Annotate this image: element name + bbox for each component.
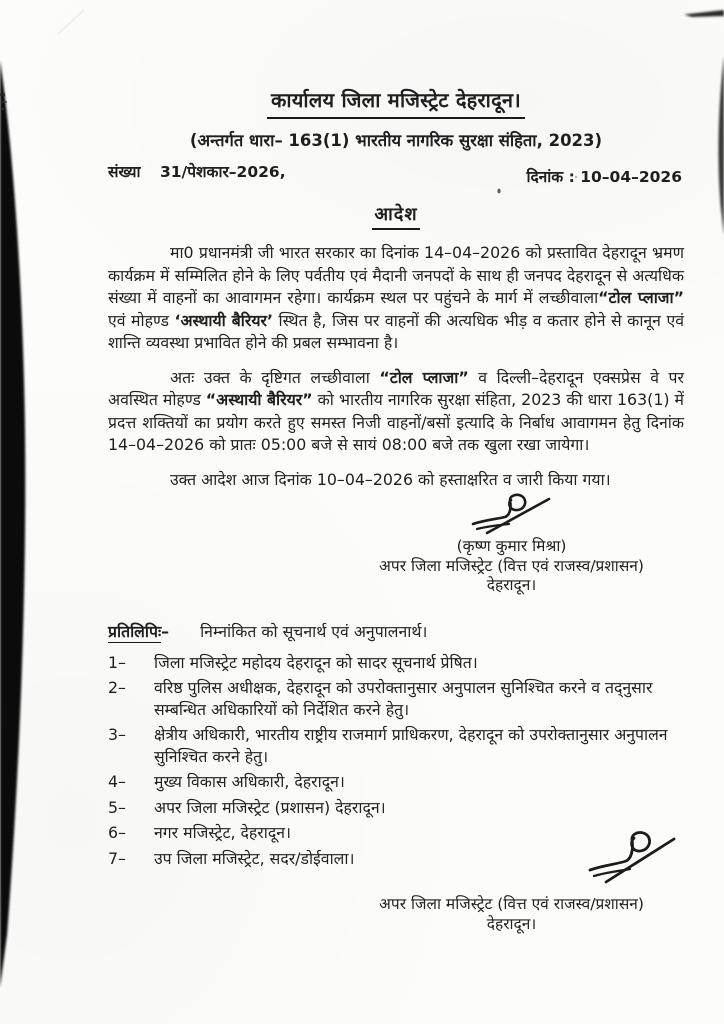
copy-item-text: नगर मजिस्ट्रेट, देहरादून। <box>154 823 291 842</box>
signatory-place: देहरादून। <box>486 576 537 594</box>
paragraph-2 <box>108 367 684 457</box>
copy-item-number: 7– <box>108 848 126 868</box>
copy-item-number: 2– <box>108 678 126 697</box>
signatory-name: (कृष्ण कुमार मिश्रा) <box>456 537 567 555</box>
copies-label <box>108 622 169 643</box>
copy-item <box>108 652 684 674</box>
copies-label-suffix: ः– <box>161 621 170 641</box>
signatory2-place: देहरादून। <box>486 914 537 933</box>
text-run-bold: “अस्थायी बैरियर” <box>205 390 313 409</box>
copy-item <box>108 771 684 793</box>
right-edge-line <box>718 56 724 236</box>
copy-item <box>108 724 684 767</box>
edge-speck <box>1 101 7 103</box>
signature-scribble <box>469 493 555 537</box>
ref-value: 31/पेशकार–2026, <box>159 163 286 181</box>
signature-block-2 <box>339 895 684 934</box>
text-run: स्थित है, जिस पर वाहनों की अत्यधिक भीड़ व कतार होने से कानून एवं शान्ति व्यवस्था प्रभावित होने की प्रबल सम्भावना है। <box>108 310 684 352</box>
act-subtitle: (अन्तर्गत धारा– 163(1) भारतीय नागरिक सुरक्षा संहिता, 2023) <box>189 131 603 150</box>
edge-speck <box>0 93 5 96</box>
copy-item-text: वरिष्ठ पुलिस अधीक्षक, देहरादून को उपरोक्तानुसार अनुपालन सुनिश्चित करने व तद्नुसार सम्बन्धित अधिकारियों को निर्देशित करने हेतु। <box>154 678 653 719</box>
paper-crease <box>58 10 84 34</box>
document-date <box>526 165 682 187</box>
paragraph-3: उक्त आदेश आज दिनांक 10–04–2026 को हस्ताक्षरित व जारी किया गया। <box>170 469 611 489</box>
copies-intro: निम्नांकित को सूचनार्थ एवं अनुपालनार्थ। <box>200 621 428 641</box>
document-body <box>108 86 684 934</box>
reference-row <box>108 160 684 187</box>
text-run-bold: “टोल प्लाजा” <box>379 367 469 387</box>
office-title: कार्यालय जिला मजिस्ट्रेट देहरादून। <box>267 86 525 119</box>
text-run: एवं मोहण्ड <box>108 310 175 330</box>
order-heading: आदेश <box>372 202 419 230</box>
ref-label: संख्या <box>108 163 141 181</box>
copy-item-text: मुख्य विकास अधिकारी, देहरादून। <box>154 772 345 791</box>
text-run: मा0 प्रधानमंत्री जी भारत सरकार का दिनांक 14–04–2026 को प्रस्तावित देहरादून भ्रमण कार्यक्रम में सम्मिलित होने के लिए पर्वतीय एवं मैदानी जनपदों के साथ ही जनपद देहरादून से अत्यधिक संख्या में वाहनों का आवागमन रहेगा। कार्यक्रम स्थल पर पहुंचने के मार्ग में लच्छीवाला <box>108 243 684 307</box>
date-value: 10–04–2026 <box>580 168 682 186</box>
text-run: अतः उक्त के दृष्टिगत लच्छीवाला <box>170 367 380 387</box>
copy-item-number: 4– <box>108 772 126 791</box>
text-run: को भारतीय नागरिक सुरक्षा संहिता, 2023 की धारा 163(1) में प्रदत्त शक्तियों का प्रयोग करते हुए समस्त निजी वाहनों/बसों इत्यादि के निर्बाध आवागमन हेतु दिनांक 14–04–2026 को प्रातः 05:00 बजे से सायं 08:00 बजे तक खुला रखा जायेगा। <box>108 390 685 454</box>
copies-label-text: प्रतिलिपि <box>108 621 162 641</box>
copy-item-number: 6– <box>108 823 126 842</box>
text-run: व दिल्ली–देहरादून एक्सप्रेस वे पर अवस्थित मोहण्ड <box>108 367 684 409</box>
copy-item-number: 1– <box>108 652 126 672</box>
copy-item-number: 5– <box>108 797 126 817</box>
text-run-bold: ‘अस्थायी बैरियर’ <box>174 310 273 330</box>
left-edge-shadow <box>0 60 25 988</box>
copy-item <box>108 677 684 720</box>
text-run-bold: “टोल प्लाजा” <box>598 288 684 307</box>
signatory2-designation: अपर जिला मजिस्ट्रेट (वित्त एवं राजस्व/प्रशासन) <box>379 895 644 913</box>
reference-number <box>108 160 286 182</box>
copy-item-text: अपर जिला मजिस्ट्रेट (प्रशासन) देहरादून। <box>154 797 386 817</box>
signatory-designation: अपर जिला मजिस्ट्रेट (वित्त एवं राजस्व/प्रशासन) <box>379 556 644 575</box>
date-label: दिनांक : <box>526 168 575 186</box>
top-right-streak <box>684 10 724 17</box>
signature-scribble <box>586 829 678 887</box>
copy-item-number: 3– <box>108 725 126 744</box>
copy-item-text: जिला मजिस्ट्रेट महोदय देहरादून को सादर सूचनार्थ प्रेषित। <box>154 652 478 672</box>
signature-block-1 <box>339 493 684 596</box>
paragraph-1 <box>108 242 684 355</box>
edge-speck <box>0 108 4 110</box>
copy-item <box>108 797 684 819</box>
copy-item-text: क्षेत्रीय अधिकारी, भारतीय राष्ट्रीय राजमार्ग प्राधिकरण, देहरादून को उपरोक्तानुसार अनुपालन सुनिश्चित करने हेतु। <box>154 725 668 766</box>
copy-item-text: उप जिला मजिस्ट्रेट, सदर/डोईवाला। <box>154 848 355 868</box>
